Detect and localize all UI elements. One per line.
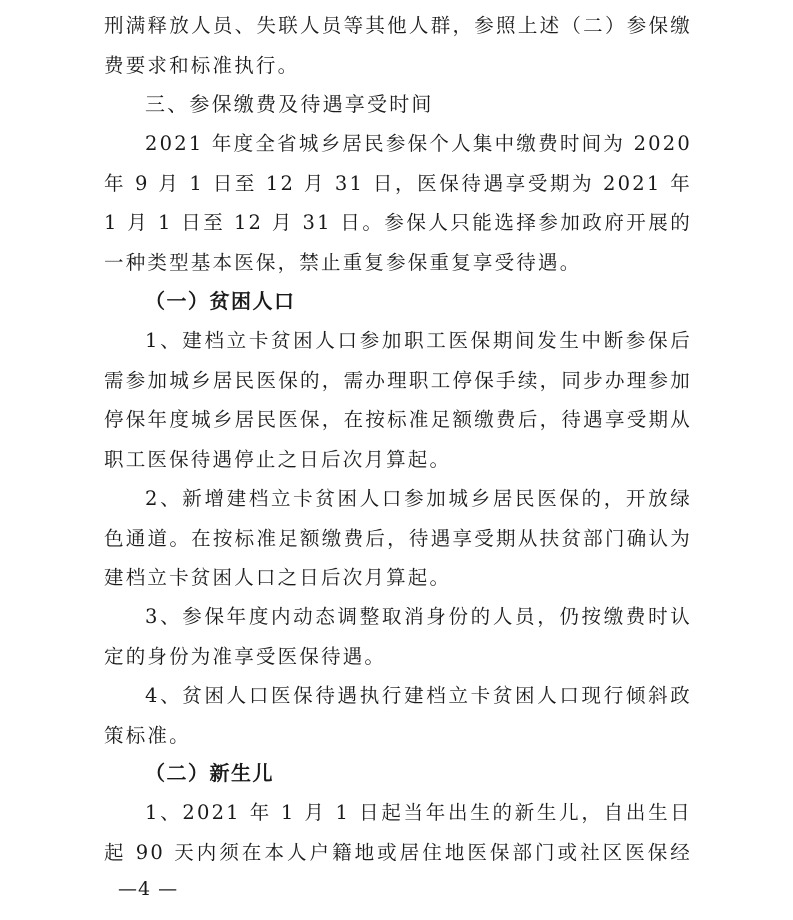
- paragraph-item-2: 2、新增建档立卡贫困人口参加城乡居民医保的，开放绿色通道。在按标准足额缴费后，待遇享受期从扶贫部门确认为建档立卡贫困人口之日后次月算起。: [104, 487, 692, 589]
- paragraph-item-4: 4、贫困人口医保待遇执行建档立卡贫困人口现行倾斜政策标准。: [104, 684, 692, 747]
- paragraph-continuation: 刑满释放人员、失联人员等其他人群，参照上述（二）参保缴费要求和标准执行。: [104, 14, 692, 77]
- page-number: —4 —: [118, 878, 179, 900]
- paragraph-item-3: 3、参保年度内动态调整取消身份的人员，仍按缴费时认定的身份为准享受医保待遇。: [104, 605, 692, 668]
- paragraph-newborn-item-1: 1、2021 年 1 月 1 日起当年出生的新生儿，自出生日起 90 天内须在本人户籍地或居住地医保部门或社区医保经: [104, 801, 692, 864]
- paragraph-payment-time: 2021 年度全省城乡居民参保个人集中缴费时间为 2020 年 9 月 1 日至 12 月 31 日，医保待遇享受期为 2021 年 1 月 1 日至 12 月 31 日。参保人只能选择参加政府开展的一种类型基本医保，禁止重复参保重复享受待遇。: [104, 132, 692, 274]
- section-heading-3: 三、参保缴费及待遇享受时间: [145, 92, 434, 116]
- subheading-poor-population: （一）贫困人口: [145, 289, 296, 313]
- paragraph-item-1: 1、建档立卡贫困人口参加职工医保期间发生中断参保后需参加城乡居民医保的，需办理职工停保手续，同步办理参加停保年度城乡居民医保，在按标准足额缴费后，待遇享受期从职工医保待遇停止之日后次月算起。: [104, 329, 692, 471]
- subheading-newborn: （二）新生儿: [145, 761, 274, 785]
